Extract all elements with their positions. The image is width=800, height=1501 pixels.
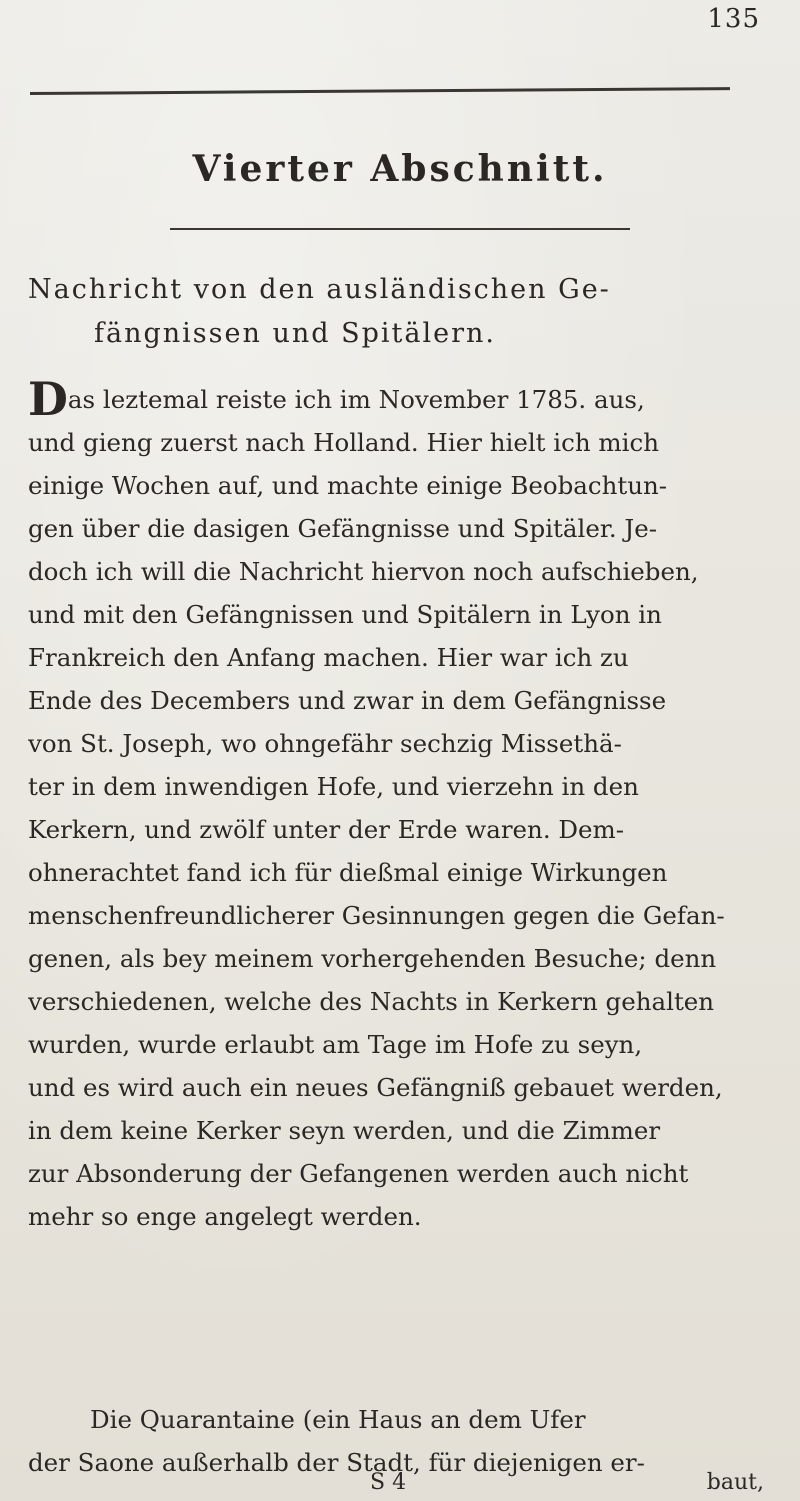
paragraph-line: Kerkern, und zwölf unter der Erde waren. Dem- [28, 815, 625, 844]
paragraph-line: doch ich will die Nachricht hiervon noch aufschieben, [28, 557, 699, 586]
chapter-subheading [28, 268, 763, 356]
page-footer [0, 1470, 800, 1500]
paragraph-line: zur Absonderung der Gefangenen werden auch nicht [28, 1159, 689, 1188]
paragraph-line: Ende des Decembers und zwar in dem Gefängnisse [28, 686, 667, 715]
drop-cap: D [28, 378, 68, 421]
subheading-line-1: Nachricht von den ausländischen Ge- [28, 274, 611, 305]
paragraph-line: ter in dem inwendigen Hofe, und vierzehn in den [28, 772, 639, 801]
paragraph-line: der Saone außerhalb der Stadt, für diejenigen er- [28, 1448, 645, 1477]
paragraph-line: wurden, wurde erlaubt am Tage im Hofe zu seyn, [28, 1030, 643, 1059]
paragraph-line: ohnerachtet fand ich für dießmal einige Wirkungen [28, 858, 668, 887]
subheading-line-2: fängnissen und Spitälern. [94, 318, 496, 349]
paragraph-line: gen über die dasigen Gefängnisse und Spitäler. Je- [28, 514, 658, 543]
paragraph-line: Die Quarantaine (ein Haus an dem Ufer [90, 1405, 586, 1434]
paragraph-line: und es wird auch ein neues Gefängniß gebauet werden, [28, 1073, 723, 1102]
paragraph-line: verschiedenen, welche des Nachts in Kerkern gehalten [28, 987, 715, 1016]
main-paragraph [28, 378, 768, 1238]
signature-mark: S 4 [370, 1470, 407, 1495]
page-number: 135 [707, 4, 760, 34]
header-rule [30, 87, 730, 95]
paragraph-line [28, 378, 768, 421]
paragraph-line-text: as leztemal reiste ich im November 1785. aus, [67, 385, 645, 414]
catchword: baut, [706, 1470, 764, 1495]
paragraph-line: genen, als bey meinem vorhergehenden Besuche; denn [28, 944, 717, 973]
paragraph-line: einige Wochen auf, und machte einige Beobachtun- [28, 471, 668, 500]
paragraph-line: und mit den Gefängnissen und Spitälern in Lyon in [28, 600, 662, 629]
paragraph-line: in dem keine Kerker seyn werden, und die Zimmer [28, 1116, 661, 1145]
heading-rule [170, 228, 630, 230]
paragraph-line: und gieng zuerst nach Holland. Hier hielt ich mich [28, 428, 659, 457]
paragraph-line: von St. Joseph, wo ohngefähr sechzig Missethä- [28, 729, 622, 758]
section-heading: Vierter Abschnitt. [192, 148, 608, 190]
paragraph-line: mehr so enge angelegt werden. [28, 1202, 422, 1231]
paragraph-line: menschenfreundlicherer Gesinnungen gegen die Gefan- [28, 901, 725, 930]
paragraph-line: Frankreich den Anfang machen. Hier war ich zu [28, 643, 629, 672]
